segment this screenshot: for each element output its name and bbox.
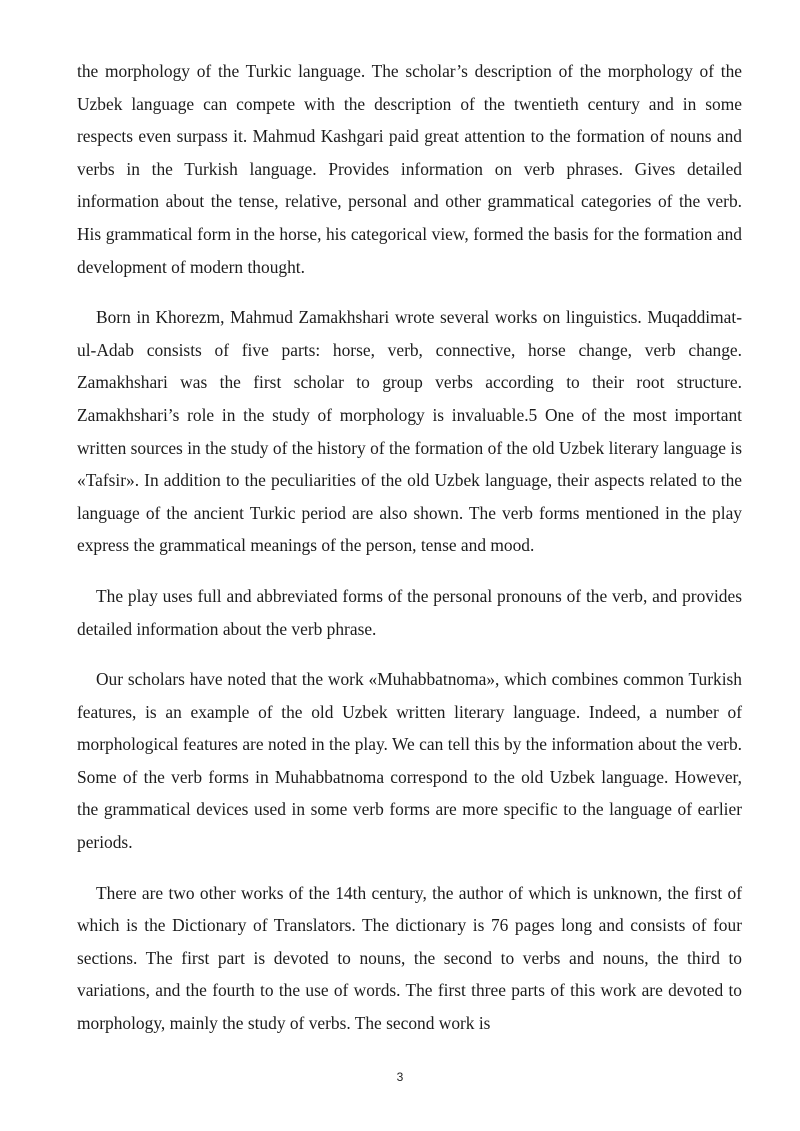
paragraph-2: Born in Khorezm, Mahmud Zamakhshari wrote several works on linguistics. Muqaddimat-ul-Adab consists of five parts: horse, verb, connective, horse change, verb change. Zamakhshari was the first scholar to group verbs according to their root structure. Zamakhshari’s role in the study of morphology is invaluable.5 One of the most important written sources in the study of the history of the formation of the old Uzbek literary language is «Tafsir». In addition to the peculiarities of the old Uzbek language, their aspects related to the language of the ancient Turkic period are also shown. The verb forms mentioned in the play express the grammatical meanings of the person, tense and mood.: [77, 307, 742, 556]
page-number: 3: [396, 1070, 404, 1084]
paragraph-1: the morphology of the Turkic language. The scholar’s description of the morphology of the Uzbek language can compete with the description of the twentieth century and in some respects even surpass it. Mahmud Kashgari paid great attention to the formation of nouns and verbs in the Turkish language. Provides information on verb phrases. Gives detailed information about the tense, relative, personal and other grammatical categories of the verb. His grammatical form in the horse, his categorical view, formed the basis for the formation and development of modern thought.: [77, 61, 742, 277]
paragraph-4: Our scholars have noted that the work «Muhabbatnoma», which combines common Turkish features, is an example of the old Uzbek written literary language. Indeed, a number of morphological features are noted in the play. We can tell this by the information about the verb. Some of the verb forms in Muhabbatnoma correspond to the old Uzbek language. However, the grammatical devices used in some verb forms are more specific to the language of earlier periods.: [77, 669, 742, 853]
paragraph-5: There are two other works of the 14th century, the author of which is unknown, the first of which is the Dictionary of Translators. The dictionary is 76 pages long and consists of four sections. The first part is devoted to nouns, the second to verbs and nouns, the third to variations, and the fourth to the use of words. The first three parts of this work are devoted to morphology, mainly the study of verbs. The second work is: [77, 882, 742, 1034]
body-text: [77, 55, 742, 1058]
paragraph-3: The play uses full and abbreviated forms of the personal pronouns of the verb, and provides detailed information about the verb phrase.: [77, 585, 742, 639]
